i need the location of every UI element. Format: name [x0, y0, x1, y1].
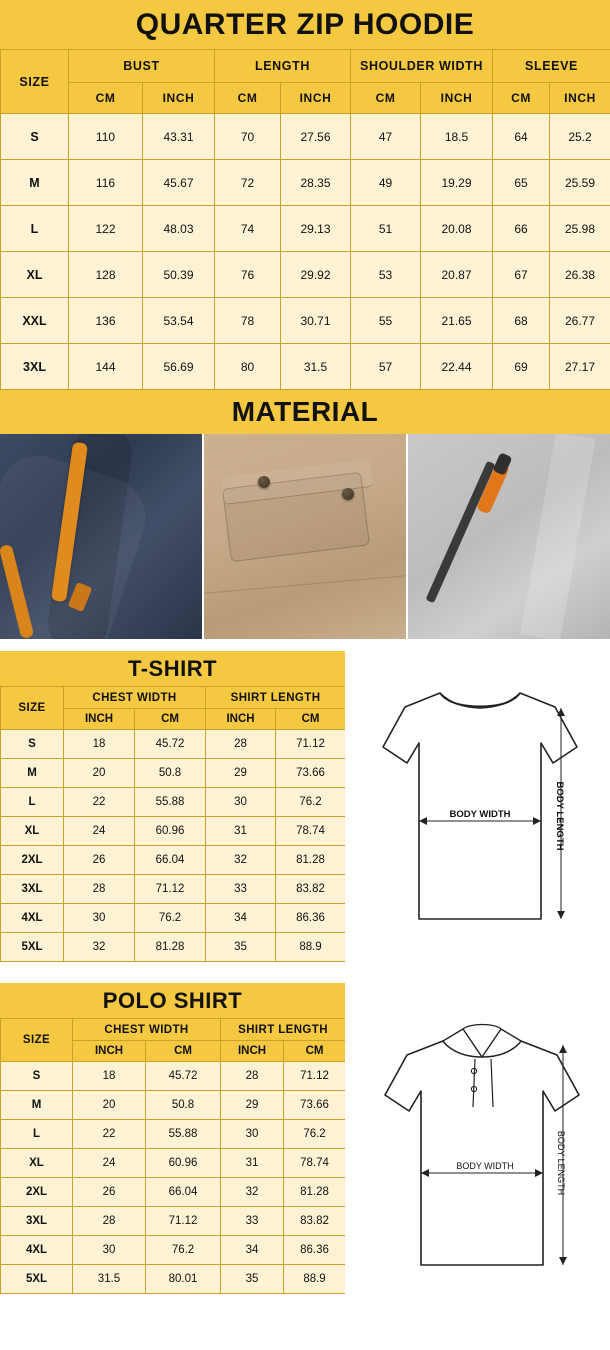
- polo-size: XL: [1, 1149, 73, 1178]
- hoodie-sleeve-inch: 25.59: [550, 160, 610, 206]
- tshirt-sub-length-inch: INCH: [206, 709, 276, 730]
- hoodie-length-cm: 76: [215, 252, 281, 298]
- table-row: [1, 933, 346, 962]
- polo-chest-cm: 80.01: [146, 1265, 221, 1294]
- polo-size: L: [1, 1120, 73, 1149]
- zipper-slider: [492, 452, 512, 476]
- tshirt-body-length-label: BODY LENGTH: [554, 781, 565, 851]
- polo-chest-inch: 28: [73, 1207, 146, 1236]
- table-row: [1, 846, 346, 875]
- section-spacer: [0, 971, 610, 983]
- hoodie-length-inch: 29.13: [281, 206, 351, 252]
- hoodie-sub-length-cm: CM: [215, 83, 281, 114]
- polo-length-cm: 78.74: [284, 1149, 346, 1178]
- tshirt-sub-length-cm: CM: [276, 709, 346, 730]
- material-title: MATERIAL: [0, 390, 610, 434]
- tshirt-chest-inch: 28: [64, 875, 135, 904]
- hoodie-sleeve-cm: 67: [493, 252, 550, 298]
- hoodie-size: XL: [1, 252, 69, 298]
- tshirt-chest-cm: 60.96: [135, 817, 206, 846]
- table-row: [1, 114, 610, 160]
- tshirt-length-cm: 78.74: [276, 817, 346, 846]
- hoodie-sleeve-cm: 65: [493, 160, 550, 206]
- hoodie-size: L: [1, 206, 69, 252]
- navy-hoodie-drawstring-photo: [0, 434, 202, 639]
- tshirt-length-cm: 76.2: [276, 788, 346, 817]
- polo-diagram: [345, 983, 610, 1303]
- section-spacer: [0, 639, 610, 651]
- material-photo-row: [0, 434, 610, 639]
- polo-length-inch: 30: [221, 1120, 284, 1149]
- tshirt-size: S: [1, 730, 64, 759]
- hoodie-title: QUARTER ZIP HOODIE: [0, 0, 610, 49]
- polo-size-table: [0, 1018, 346, 1294]
- material-section: [0, 390, 610, 639]
- hoodie-header-shoulder-width: SHOULDER WIDTH: [351, 50, 493, 83]
- polo-chest-inch: 26: [73, 1178, 146, 1207]
- table-row: [1, 1236, 346, 1265]
- polo-body-width-label: BODY WIDTH: [456, 1161, 514, 1171]
- polo-length-cm: 73.66: [284, 1091, 346, 1120]
- tshirt-length-inch: 31: [206, 817, 276, 846]
- grey-fabric-zipper-photo: [408, 434, 610, 639]
- hoodie-shoulder-cm: 47: [351, 114, 421, 160]
- tshirt-size-table: [0, 686, 346, 962]
- tshirt-table-wrap: [0, 651, 345, 971]
- polo-length-cm: 71.12: [284, 1062, 346, 1091]
- polo-sub-chest-inch: INCH: [73, 1041, 146, 1062]
- tshirt-chest-inch: 24: [64, 817, 135, 846]
- table-row: [1, 1120, 346, 1149]
- hoodie-length-cm: 70: [215, 114, 281, 160]
- polo-header-shirt-length: SHIRT LENGTH: [221, 1019, 346, 1041]
- polo-chest-cm: 66.04: [146, 1178, 221, 1207]
- tshirt-length-inch: 30: [206, 788, 276, 817]
- hoodie-subheader-row: [1, 83, 610, 114]
- tshirt-length-inch: 32: [206, 846, 276, 875]
- polo-chest-inch: 30: [73, 1236, 146, 1265]
- tshirt-length-cm: 73.66: [276, 759, 346, 788]
- tshirt-chest-cm: 55.88: [135, 788, 206, 817]
- tshirt-length-inch: 29: [206, 759, 276, 788]
- polo-size: 2XL: [1, 1178, 73, 1207]
- hoodie-bust-cm: 128: [69, 252, 143, 298]
- polo-size: 5XL: [1, 1265, 73, 1294]
- polo-chest-inch: 22: [73, 1120, 146, 1149]
- hoodie-sub-bust-inch: INCH: [143, 83, 215, 114]
- tshirt-length-cm: 71.12: [276, 730, 346, 759]
- tshirt-chest-cm: 71.12: [135, 875, 206, 904]
- hoodie-shoulder-inch: 20.87: [421, 252, 493, 298]
- hoodie-length-cm: 72: [215, 160, 281, 206]
- snap-button-icon: [258, 476, 270, 488]
- hoodie-header-bust: BUST: [69, 50, 215, 83]
- tshirt-chest-cm: 81.28: [135, 933, 206, 962]
- table-row: [1, 759, 346, 788]
- tshirt-length-cm: 86.36: [276, 904, 346, 933]
- tshirt-length-inch: 35: [206, 933, 276, 962]
- hoodie-length-cm: 80: [215, 344, 281, 390]
- tshirt-chest-inch: 32: [64, 933, 135, 962]
- hoodie-sub-length-inch: INCH: [281, 83, 351, 114]
- tshirt-size: XL: [1, 817, 64, 846]
- polo-body-length-label: BODY LENGTH: [556, 1130, 566, 1196]
- polo-sub-length-cm: CM: [284, 1041, 346, 1062]
- tshirt-size: 5XL: [1, 933, 64, 962]
- hoodie-bust-cm: 116: [69, 160, 143, 206]
- polo-length-inch: 28: [221, 1062, 284, 1091]
- hoodie-shoulder-inch: 18.5: [421, 114, 493, 160]
- polo-chest-inch: 18: [73, 1062, 146, 1091]
- hoodie-header-row: [1, 50, 610, 83]
- hoodie-size: XXL: [1, 298, 69, 344]
- tshirt-size: L: [1, 788, 64, 817]
- hoodie-length-cm: 74: [215, 206, 281, 252]
- hoodie-sub-sleeve-cm: CM: [493, 83, 550, 114]
- tshirt-sub-chest-inch: INCH: [64, 709, 135, 730]
- tshirt-length-inch: 33: [206, 875, 276, 904]
- table-row: [1, 1091, 346, 1120]
- polo-sub-chest-cm: CM: [146, 1041, 221, 1062]
- polo-length-inch: 34: [221, 1236, 284, 1265]
- polo-chest-inch: 24: [73, 1149, 146, 1178]
- tshirt-title: T-SHIRT: [0, 651, 345, 686]
- hoodie-shoulder-cm: 53: [351, 252, 421, 298]
- hoodie-shoulder-inch: 19.29: [421, 160, 493, 206]
- polo-section: [0, 983, 610, 1303]
- polo-length-inch: 31: [221, 1149, 284, 1178]
- tshirt-length-cm: 81.28: [276, 846, 346, 875]
- tshirt-header-row: [1, 687, 346, 709]
- polo-length-inch: 29: [221, 1091, 284, 1120]
- fabric-crease: [521, 434, 596, 639]
- polo-chest-cm: 76.2: [146, 1236, 221, 1265]
- tshirt-length-cm: 88.9: [276, 933, 346, 962]
- tshirt-sub-chest-cm: CM: [135, 709, 206, 730]
- table-row: [1, 817, 346, 846]
- hoodie-length-inch: 30.71: [281, 298, 351, 344]
- hoodie-shoulder-cm: 57: [351, 344, 421, 390]
- hoodie-sleeve-inch: 25.98: [550, 206, 610, 252]
- tshirt-chest-cm: 66.04: [135, 846, 206, 875]
- polo-length-cm: 88.9: [284, 1265, 346, 1294]
- hoodie-bust-inch: 43.31: [143, 114, 215, 160]
- table-row: [1, 344, 610, 390]
- hoodie-size: M: [1, 160, 69, 206]
- tshirt-section: [0, 651, 610, 971]
- hoodie-size-section: [0, 0, 610, 390]
- hoodie-bust-cm: 122: [69, 206, 143, 252]
- polo-length-cm: 86.36: [284, 1236, 346, 1265]
- hoodie-length-inch: 31.5: [281, 344, 351, 390]
- tshirt-header-shirt-length: SHIRT LENGTH: [206, 687, 346, 709]
- hoodie-sub-shoulder-inch: INCH: [421, 83, 493, 114]
- hoodie-bust-inch: 45.67: [143, 160, 215, 206]
- hoodie-header-size: SIZE: [1, 50, 69, 114]
- hoodie-shoulder-cm: 49: [351, 160, 421, 206]
- hoodie-sub-sleeve-inch: INCH: [550, 83, 610, 114]
- tshirt-length-cm: 83.82: [276, 875, 346, 904]
- hoodie-length-inch: 29.92: [281, 252, 351, 298]
- polo-header-row: [1, 1019, 346, 1041]
- hoodie-shoulder-inch: 22.44: [421, 344, 493, 390]
- polo-chest-cm: 50.8: [146, 1091, 221, 1120]
- tshirt-length-inch: 34: [206, 904, 276, 933]
- hoodie-sleeve-cm: 66: [493, 206, 550, 252]
- tan-sleeve-pocket-photo: [204, 434, 406, 639]
- tshirt-size: 3XL: [1, 875, 64, 904]
- polo-header-size: SIZE: [1, 1019, 73, 1062]
- polo-size: M: [1, 1091, 73, 1120]
- tshirt-chest-inch: 30: [64, 904, 135, 933]
- table-row: [1, 1062, 346, 1091]
- hoodie-length-cm: 78: [215, 298, 281, 344]
- polo-size: 3XL: [1, 1207, 73, 1236]
- fabric-seam: [204, 575, 405, 594]
- hoodie-sleeve-cm: 64: [493, 114, 550, 160]
- hoodie-header-length: LENGTH: [215, 50, 351, 83]
- hoodie-shoulder-inch: 20.08: [421, 206, 493, 252]
- tshirt-length-inch: 28: [206, 730, 276, 759]
- polo-size: S: [1, 1062, 73, 1091]
- hoodie-header-sleeve: SLEEVE: [493, 50, 610, 83]
- polo-chest-inch: 20: [73, 1091, 146, 1120]
- table-row: [1, 1149, 346, 1178]
- tshirt-body-width-label: BODY WIDTH: [449, 809, 511, 820]
- polo-length-cm: 76.2: [284, 1120, 346, 1149]
- polo-chest-cm: 60.96: [146, 1149, 221, 1178]
- hoodie-size: 3XL: [1, 344, 69, 390]
- polo-length-cm: 81.28: [284, 1178, 346, 1207]
- hoodie-bust-inch: 48.03: [143, 206, 215, 252]
- tshirt-header-chest-width: CHEST WIDTH: [64, 687, 206, 709]
- hoodie-shoulder-inch: 21.65: [421, 298, 493, 344]
- polo-chest-cm: 55.88: [146, 1120, 221, 1149]
- polo-chest-cm: 45.72: [146, 1062, 221, 1091]
- hoodie-bust-inch: 56.69: [143, 344, 215, 390]
- table-row: [1, 904, 346, 933]
- polo-length-inch: 35: [221, 1265, 284, 1294]
- polo-chest-cm: 71.12: [146, 1207, 221, 1236]
- hoodie-bust-inch: 53.54: [143, 298, 215, 344]
- tshirt-chest-inch: 18: [64, 730, 135, 759]
- table-row: [1, 730, 346, 759]
- polo-length-inch: 33: [221, 1207, 284, 1236]
- polo-figure-wrap: [345, 983, 610, 1303]
- tshirt-chest-cm: 50.8: [135, 759, 206, 788]
- tshirt-chest-cm: 45.72: [135, 730, 206, 759]
- table-row: [1, 206, 610, 252]
- hoodie-bust-cm: 110: [69, 114, 143, 160]
- polo-table-wrap: [0, 983, 345, 1303]
- hoodie-shoulder-cm: 51: [351, 206, 421, 252]
- hoodie-sub-bust-cm: CM: [69, 83, 143, 114]
- table-row: [1, 788, 346, 817]
- table-row: [1, 160, 610, 206]
- table-row: [1, 252, 610, 298]
- hoodie-length-inch: 27.56: [281, 114, 351, 160]
- hoodie-sleeve-cm: 68: [493, 298, 550, 344]
- tshirt-size: 4XL: [1, 904, 64, 933]
- tshirt-chest-cm: 76.2: [135, 904, 206, 933]
- hoodie-bust-cm: 136: [69, 298, 143, 344]
- hoodie-sleeve-cm: 69: [493, 344, 550, 390]
- hoodie-size-table: [0, 49, 610, 390]
- polo-header-chest-width: CHEST WIDTH: [73, 1019, 221, 1041]
- tshirt-size: 2XL: [1, 846, 64, 875]
- hoodie-size: S: [1, 114, 69, 160]
- table-row: [1, 1207, 346, 1236]
- hoodie-length-inch: 28.35: [281, 160, 351, 206]
- hoodie-shoulder-cm: 55: [351, 298, 421, 344]
- table-row: [1, 1178, 346, 1207]
- hoodie-bust-inch: 50.39: [143, 252, 215, 298]
- snap-button-icon: [342, 488, 354, 500]
- hoodie-sleeve-inch: 25.2: [550, 114, 610, 160]
- hoodie-sleeve-inch: 27.17: [550, 344, 610, 390]
- hoodie-sleeve-inch: 26.77: [550, 298, 610, 344]
- hoodie-bust-cm: 144: [69, 344, 143, 390]
- zipper-track: [425, 461, 495, 604]
- tshirt-chest-inch: 22: [64, 788, 135, 817]
- table-row: [1, 1265, 346, 1294]
- polo-title: POLO SHIRT: [0, 983, 345, 1018]
- polo-length-cm: 83.82: [284, 1207, 346, 1236]
- tshirt-chest-inch: 26: [64, 846, 135, 875]
- polo-size: 4XL: [1, 1236, 73, 1265]
- table-row: [1, 875, 346, 904]
- tshirt-chest-inch: 20: [64, 759, 135, 788]
- tshirt-size: M: [1, 759, 64, 788]
- table-row: [1, 298, 610, 344]
- tshirt-figure-wrap: [345, 651, 610, 971]
- polo-chest-inch: 31.5: [73, 1265, 146, 1294]
- polo-length-inch: 32: [221, 1178, 284, 1207]
- tshirt-header-size: SIZE: [1, 687, 64, 730]
- hoodie-sleeve-inch: 26.38: [550, 252, 610, 298]
- hoodie-sub-shoulder-cm: CM: [351, 83, 421, 114]
- polo-sub-length-inch: INCH: [221, 1041, 284, 1062]
- tshirt-diagram: [345, 651, 610, 971]
